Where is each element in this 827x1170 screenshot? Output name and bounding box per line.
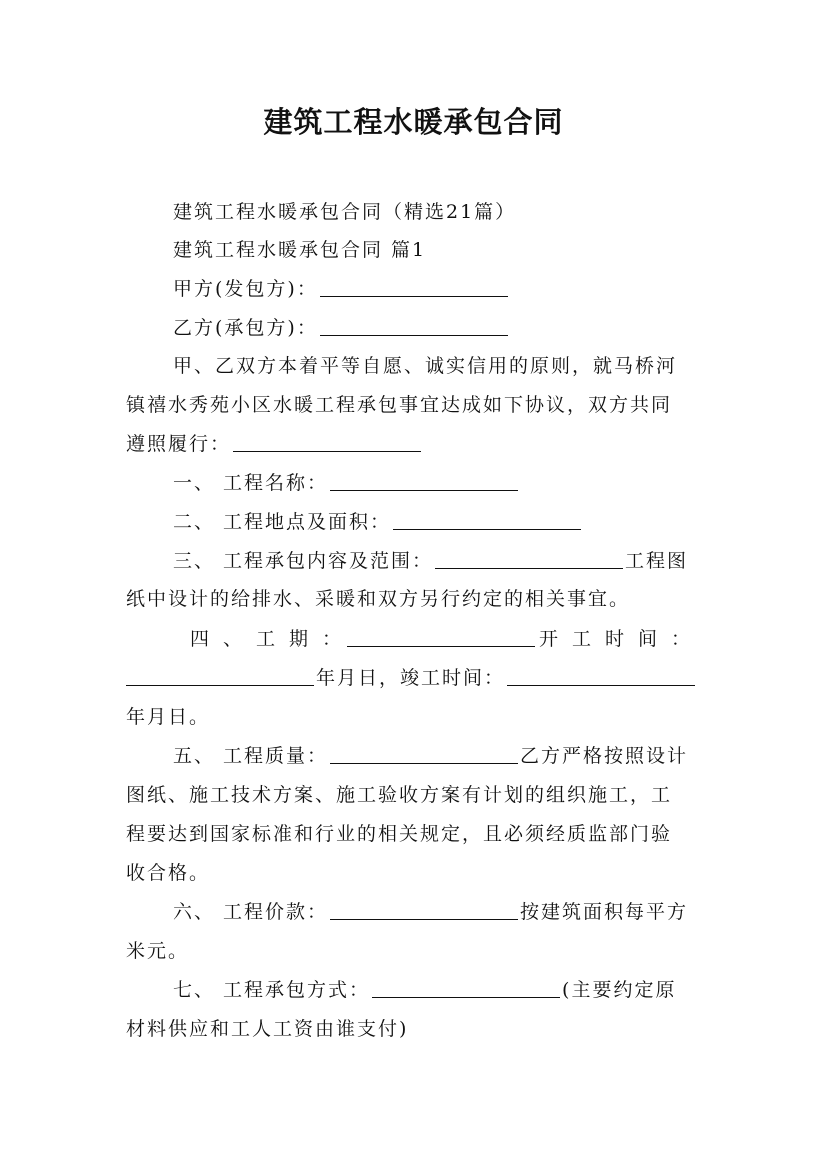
clause-4-period-blank: [347, 624, 535, 647]
clause-5-line-2: 图纸、施工技术方案、施工验收方案有计划的组织施工，工: [126, 784, 673, 806]
clause-3-tail: 工程图: [625, 550, 689, 572]
party-a-label: 甲方(发包方)：: [173, 278, 318, 300]
clause-7-blank: [372, 975, 560, 998]
party-b-label: 乙方(承包方)：: [173, 317, 318, 339]
clause-1-label: 一、 工程名称：: [173, 472, 329, 494]
intro-blank: [233, 429, 421, 452]
clause-4-start-blank: [126, 663, 314, 686]
intro-line-3-text: 遵照履行：: [126, 433, 232, 455]
clause-3-blank: [435, 546, 623, 569]
clause-3-label: 三、 工程承包内容及范围：: [173, 550, 434, 572]
clause-7-line-1: [173, 971, 706, 1009]
intro-line-1: 甲、乙双方本着平等自愿、诚实信用的原则，就马桥河: [173, 355, 678, 377]
clause-7-line-2: 材料供应和工人工资由谁支付): [126, 1018, 409, 1040]
clause-6-line-2: 米元。: [126, 940, 190, 962]
clause-4-mid: 年月日，竣工时间：: [316, 667, 506, 689]
party-a-line: [173, 270, 706, 308]
clause-6-blank: [330, 897, 518, 920]
party-b-line: [173, 309, 706, 347]
clause-2-blank: [393, 507, 581, 530]
clause-3-line-1: [173, 542, 706, 580]
clause-6-tail: 按建筑面积每平方: [520, 901, 689, 923]
document-title: 建筑工程水暖承包合同: [263, 105, 564, 139]
clause-1: [173, 464, 706, 502]
clause-1-blank: [330, 468, 518, 491]
clause-5-line-1: [173, 737, 706, 775]
clause-6-label: 六、 工程价款：: [173, 901, 329, 923]
clause-5-line-3: 程要达到国家标准和行业的相关规定，且必须经质监部门验: [126, 823, 673, 845]
party-a-blank: [320, 274, 508, 297]
clause-4-end-blank: [507, 663, 695, 686]
clause-6-line-1: [173, 893, 706, 931]
clause-4-start-label: 开 工 时 间 ：: [537, 628, 692, 650]
clause-4-line-1: [190, 620, 692, 658]
section-heading: 建筑工程水暖承包合同 篇1: [173, 239, 427, 261]
document-subtitle: 建筑工程水暖承包合同（精选21篇）: [173, 201, 517, 223]
intro-line-2: 镇禧水秀苑小区水暖工程承包事宜达成如下协议，双方共同: [126, 394, 673, 416]
party-b-blank: [320, 313, 508, 336]
clause-2-label: 二、 工程地点及面积：: [173, 511, 392, 533]
clause-7-tail: (主要约定原: [562, 979, 677, 1001]
clause-4-line-2: [126, 659, 706, 697]
intro-line-3: [126, 425, 706, 463]
clause-5-tail: 乙方严格按照设计: [520, 745, 689, 767]
clause-4-line-3: 年月日。: [126, 706, 211, 728]
clause-5-line-4: 收合格。: [126, 862, 211, 884]
clause-2: [173, 503, 706, 541]
clause-7-label: 七、 工程承包方式：: [173, 979, 371, 1001]
clause-4-label: 四 、 工 期 ：: [190, 628, 345, 650]
clause-5-label: 五、 工程质量：: [173, 745, 329, 767]
clause-5-blank: [330, 741, 518, 764]
clause-3-line-2: 纸中设计的给排水、采暖和双方另行约定的相关事宜。: [126, 588, 631, 610]
